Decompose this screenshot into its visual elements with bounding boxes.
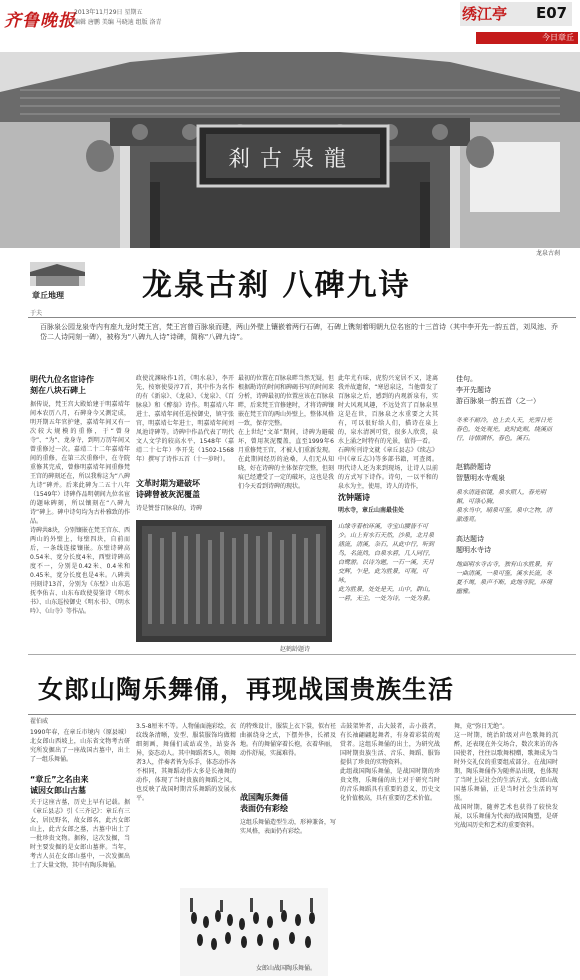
story-divider	[28, 654, 576, 655]
col5-heading-b: 赵鹤龄题诗 智慧明水寺观泉	[456, 463, 505, 482]
figurines-caption: 女郎山战国陶乐舞俑。	[256, 965, 317, 972]
page-number: E07	[536, 4, 568, 22]
plaque-inscription: 龍泉古剎	[227, 147, 356, 172]
topic-label: 章丘地理	[32, 291, 64, 300]
s2-col2-text: 3.5-8厘米不等。人物俑面施彩绘，衣纹线条清晰，发型、服装服饰均做精细刻画，舞俑们或站或坐，站姿各异，姿态动人。其中舞蹈者5人，领舞者3人，伴奏者皆为乐手，体态动作各不相同，其舞蹈动作大多是长袖舞的动作，体现了当时贵族的舞蹈之风，也反映了战国时期音乐舞蹈的发展水平。	[136, 723, 236, 802]
s2-col1-subhead: “章丘”之名由来 诚因女郎山古墓	[30, 775, 89, 795]
s2-col3-subhead: 战国陶乐舞俑 表面仍有彩绘	[240, 793, 288, 813]
col3-text: 最初的位置在百脉泉畔当然无疑，但根据勘诗的时间和碑碣书写的时间来分析，诗碑最初的位置应该在百脉泉畔，后来梵王宫修建时，才将诗碑镶嵌在梵王宫的两山外壁上，整体风格一致，保存完整。 在上世纪“文革”期间，诗碑为避破坏，曾用灰泥覆盖，直至1999年6月重修梵王宫，才被人们重新发现。在此期间经历的沧桑，人们无从知晓，好在诗碑的主体保存完整，但刻痕已经遭受了一定的破坏，这也是我们今天看到诗碑的现状。	[238, 375, 334, 490]
newspaper-logo: 齐鲁晚报	[4, 11, 76, 31]
byline: 于夫	[30, 310, 43, 317]
s2-col1-text: 1990年春，在章丘市境内（原县城）北女郎山西坡上，山东省文物考古研究所发掘出了一座战国古墓中，出土了一组乐舞俑。	[30, 729, 130, 763]
byline-2: 翟伯威	[30, 718, 49, 725]
col4-text-b: 明水寺，章丘山南最佳处	[338, 507, 405, 514]
col5-heading-a: 佳句。 李开先题诗 游百脉泉一韵五首（之一）	[456, 375, 540, 405]
col2-subhead: 文革时期为避破坏 诗碑曾被灰泥覆盖	[136, 479, 200, 499]
s2-col4-text: 击鼓架钟者，击大鼓者，击小鼓者，有长袖翩翩起舞者，有身着彩装的观赏者。这组乐舞俑的出土，为研究战国时期贵族生活、音乐、舞蹈、服饰提供了珍贵的实物资料。 此组战国陶乐舞俑，是战国时期的珍贵文物，乐舞俑的出土对于研究当时的音乐舞蹈具有重要的意义，历史文化价值极高，具有重要的艺术价值。	[340, 723, 440, 802]
col5-poem-b: 泉水清涟似镜，泉水照人，春光明媚，可涤心胸， 泉水当中，晴泉可鉴，泉中之物，清澈透亮。	[456, 489, 553, 523]
subsection-tag: 今日章丘	[476, 32, 578, 44]
photo-caption: 龙泉古刹	[536, 250, 561, 257]
col4-subhead: 沈钟题诗	[338, 493, 370, 502]
col1-subhead: 明代九位名宦诗作 刻在八块石碑上	[30, 375, 94, 395]
s2-col3-text: 的特殊设计，服装上衣下裳，似右衽曲裾绕身之式，下摆外侈，长裙及地。有的舞俑穿着长袍，衣着华丽，动作舒展，实属难得。	[240, 723, 336, 757]
topic-thumbnail	[30, 262, 85, 286]
issue-date: 2013年11月29日 星期五	[74, 9, 143, 16]
section-name: 绣江亭	[462, 5, 508, 23]
headline-2: 女郎山陶乐舞俑，再现战国贵族生活	[38, 675, 455, 704]
poem-shen-zhong: 山缘寺着柏环溪，寺宝山腰皆不可少。山上有水石天然，沙泉，北月泉涌流，清溪，杂石，从此中行，听到鸟，名流尚，白泉水碧，几人同行，白鹭游。以诗为题，一石一溪，天月交辉，乍是，此为胜景，可观，可咏， 此为胜景，处处是天，山中，群山，一碧，无尘，一处为诗，一处为景。	[338, 523, 435, 602]
col2-text: 政使沈渊咏作1首，《明水泉》，李开先，按察使晏淳7首，其中作为名作的有《新泉》、《龙泉》、《龙泉》、《百脉泉》和《醉翁》诗作。明嘉靖八年进士、嘉靖年间任巡按御史，镇守张官，明嘉靖七年进士，明嘉靖年间刘凤池诗碑等。诗碑中作品代表了明代文人文学的较高水平，1548年（嘉靖二十七年）李开先（1502-1568年）撰写了诗作五首（十一岁时）。	[136, 375, 234, 463]
editors-line: 编辑 唐鹏 美编 马晓迪 组版 洛青	[74, 19, 162, 26]
s2-col5-text: 舞，竟“弥日无绝”。 这一时期，统治阶级对声色歌舞的沉醉，还表现在外交场合，数次来访的各国使者，往往以歌舞相赠，歌舞成为当时外交礼仪的重要组成部分。在战国时期，陶乐舞俑作为随葬品出现，也体现了当时上层社会的生活方式。女郎山战国墓乐舞俑，正是当时社会生活的写照。 战国时期，随葬艺术也获得了较快发展，以乐舞俑为代表的战国陶塑，是研究战国历史和艺术的重要资料。	[454, 723, 558, 829]
s2-col1-text-b: 关于这座古墓，历史上早有记载。据《章丘县志》引《三齐记》：章丘有三女，居民野名，故女郎名，此古女郎山上，此古女郎之墓，古墓中出土了一批珍贵文物。据称，这次发掘，当时主要发掘的是女郎山墓葬。当年，考古人员在女郎山墓中，一次发掘出土了大量文物，其中有陶乐舞俑。	[30, 799, 130, 869]
divider-2	[28, 714, 576, 715]
divider	[28, 317, 576, 318]
rubbing-caption: 赵鹤龄题诗	[280, 646, 311, 653]
stele-rubbing-photo	[136, 520, 332, 642]
col2-text-b: 诗是赞誉百脉泉的，诗碑	[136, 505, 203, 512]
temple-gate-photo	[0, 52, 580, 248]
col1-text: 据传说，梵王宫大殿始建于明嘉靖年间本农历八月，石碑身今又测定成，明开期五年官护建，嘉靖年间又有一次较大规模的重修，于“曾身寺”、“为”、龙身寺，到明万历年间又曾重修过一次。嘉靖二十二年嘉靖年间的重修，在第三次重修中，在寺院重修其完成，曾修明嘉靖年间重修梵王宫的碑刻还在，所以我称这为“八碑九诗”碑并。后来此碑为二五十八年（1549年）诗碑作品明朝间九位名宦的题咏碑刻，所以镶刻在“八碑九诗”碑上。碑中诗句均为古朴雅致的作品。 诗碑共8块，分别镶嵌在梵王宫东、西两山的外壁上，每壁四块，自前而后，一条线连接镶嵌。东壁诗碑高0.54米、宽分长度4米，西壁诗碑高度不一，分别是0.42米、0.4米和0.45米，宽分长度也是4米。八碑共刊刻诗13首，分别为《东壁》山东巡抚李佑吉、山东布政使晏鉴诗《明水书》、山东巡按御史《明水书》、《明水吟》、《山寺》等作品。	[30, 401, 130, 615]
headline: 龙泉古刹 八碑九诗	[142, 268, 411, 303]
col5-heading-c: 高达题诗 题明水寺诗	[456, 535, 491, 554]
s2-col3-text-b: 这组乐舞俑造型生动，形神兼备，写实风格，表面仍有彩绘。	[240, 819, 336, 835]
col5-poem-a: 冬来不耐冷，也上去人天，光霁日光春色，处处观光，此时此刻，绕溪而行，诗情满怀，春色，溪石。	[456, 417, 553, 442]
col4-text: 此年尤有味，虎豹兴宠居不又，迷离我并故遗留，“寒恩泉这，当他曾发了百脉泉之后，感到的内观新泉有，实时大风观风趣，不远处宫了百脉泉里这是在世，百脉泉之水重要之大其有，可以很好给人们，描诗在泉上的，泉水清冽可赏，很多人欣赏，泉水上涌之时特有的光景，值得一看。 石碑所刊诗文就《章丘县志》《续志》中(《章丘志》)等多部书籍，可查阅。明代诗人还为来到现场，让诗人以前的方式写下诗作。诗句，一以平和的泉水为主，使用，诗人的诗作，	[338, 375, 438, 490]
col5-poem-c: 地面明水寺古寺，独有山水胜景，有一曲清溪，一泉可鉴，溪水长流，冬夏不竭，泉声不断，此地寺院，环境幽雅。	[456, 561, 553, 595]
lead-paragraph: 百脉泉公园龙泉寺内有座九龙时梵王宫，梵王宫曾百脉泉而建，两山外壁上镶嵌着两行石碑，石碑上镌刻着明朝九位名宦的十三首诗（其中李开先一韵五首，刘凤池、乔岱二人诗同刻一碑），被称为“八碑九人诗”诗碑，简称“八碑九诗”。	[40, 323, 558, 341]
